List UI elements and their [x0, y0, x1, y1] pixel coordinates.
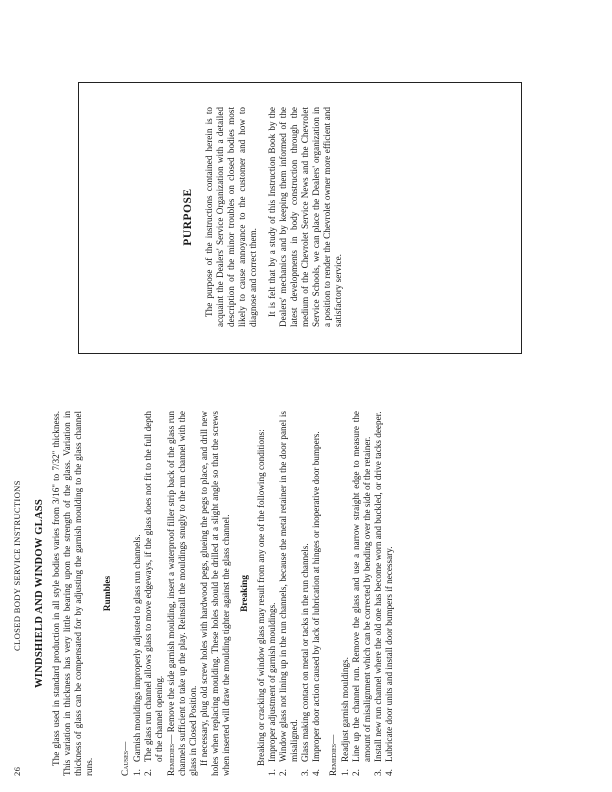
purpose-heading: PURPOSE: [182, 188, 194, 246]
purpose-paragraph-1: The purpose of the instructions contained herein is to acquaint the Dealers' Service Organization with a detailed description of the minor troubles on closed bodies most likely to cause annoyance to the customer and how to diagnose and correct them.: [204, 107, 258, 327]
left-column: [28, 411, 395, 776]
running-title: CLOSED BODY SERVICE INSTRUCTIONS: [12, 480, 22, 651]
breaking-heading: Breaking: [240, 575, 250, 612]
list-item: 4. Improper door action caused by lack of lubrication at hinges or inoperative door bumpers.: [311, 431, 321, 776]
list-item: 1. Garnish mouldings improperly adjusted to glass run channels.: [132, 534, 142, 776]
purpose-paragraph-2: It is felt that by a study of this Instruction Book by the Dealers' mechanics and by keeping them informed of the latest developments in body construction through the medium of the Chevrolet Service News and the Chevrolet Service Schools, we can place the Dealers' organization in a position to render the Chevrolet owner more efficient and satisfactory service.: [267, 107, 343, 327]
rumbles-note: If necessary, plug old screw holes with hardwood pegs, glueing the pegs to place, and drill new holes when replacing moulding. These holes should be drilled at a slight angle so that the screws when inserted will draw the moulding tighter against the glass channel.: [199, 411, 231, 776]
list-item: 3. Glass making contact on metal or tacks in the run channels.: [300, 543, 310, 776]
list-item: 4. Lubricate door units and install door bumpers if necessary.: [384, 546, 394, 776]
causes-label: Causes—: [120, 741, 130, 776]
breaking-remedies-label: Remedies—: [328, 734, 338, 776]
remedies-list: [340, 411, 395, 776]
list-item: 2. Line up the channel run. Remove the glass and use a narrow straight edge to measure the amount of misalignment which can be corrected by bending over the side of the retainer.: [351, 411, 372, 776]
intro-paragraph: The glass used in standard production in all style bodies varies from 3/16" to 7/32" thickness. This variation in thickness has very little bearing upon the strength of the glass. Variation in thickness of glass can be compensated for by adjusting the garnish moulding to the glass channel runs.: [51, 411, 94, 776]
list-item: 2. Window glass not lining up in the run channels, because the metal retainer in the door panel is misaligned.: [278, 411, 299, 776]
page-number: 26: [12, 766, 22, 776]
list-item: 2. The glass run channel allows glass to move edgeways, if the glass does not fit to the full depth of the channel opening.: [143, 411, 164, 776]
conditions-list: [267, 411, 322, 776]
list-item: 3. Install new run channel where the old one has become worn and buckled, or drive tacks deeper.: [373, 411, 383, 776]
causes-list: [132, 411, 165, 776]
list-item: 1. Improper adjustment of garnish mouldings.: [267, 602, 277, 776]
section-title: WINDSHIELD AND WINDOW GLASS: [34, 499, 45, 688]
breaking-intro: Breaking or cracking of window glass may result from any one of the following conditions:: [256, 429, 266, 766]
rumbles-heading: Rumbles: [103, 575, 113, 612]
purpose-box: [78, 82, 522, 354]
purpose-content: [183, 107, 352, 327]
list-item: 1. Readjust garnish mouldings.: [340, 657, 350, 776]
rumbles-remedies: Remedies— Remove the side garnish moulding, insert a waterproof filler strip back of the glass run channels sufficient to take up the play. Reinstall the mouldings snugly to the run channel with the glass in Closed Position.: [166, 410, 198, 776]
